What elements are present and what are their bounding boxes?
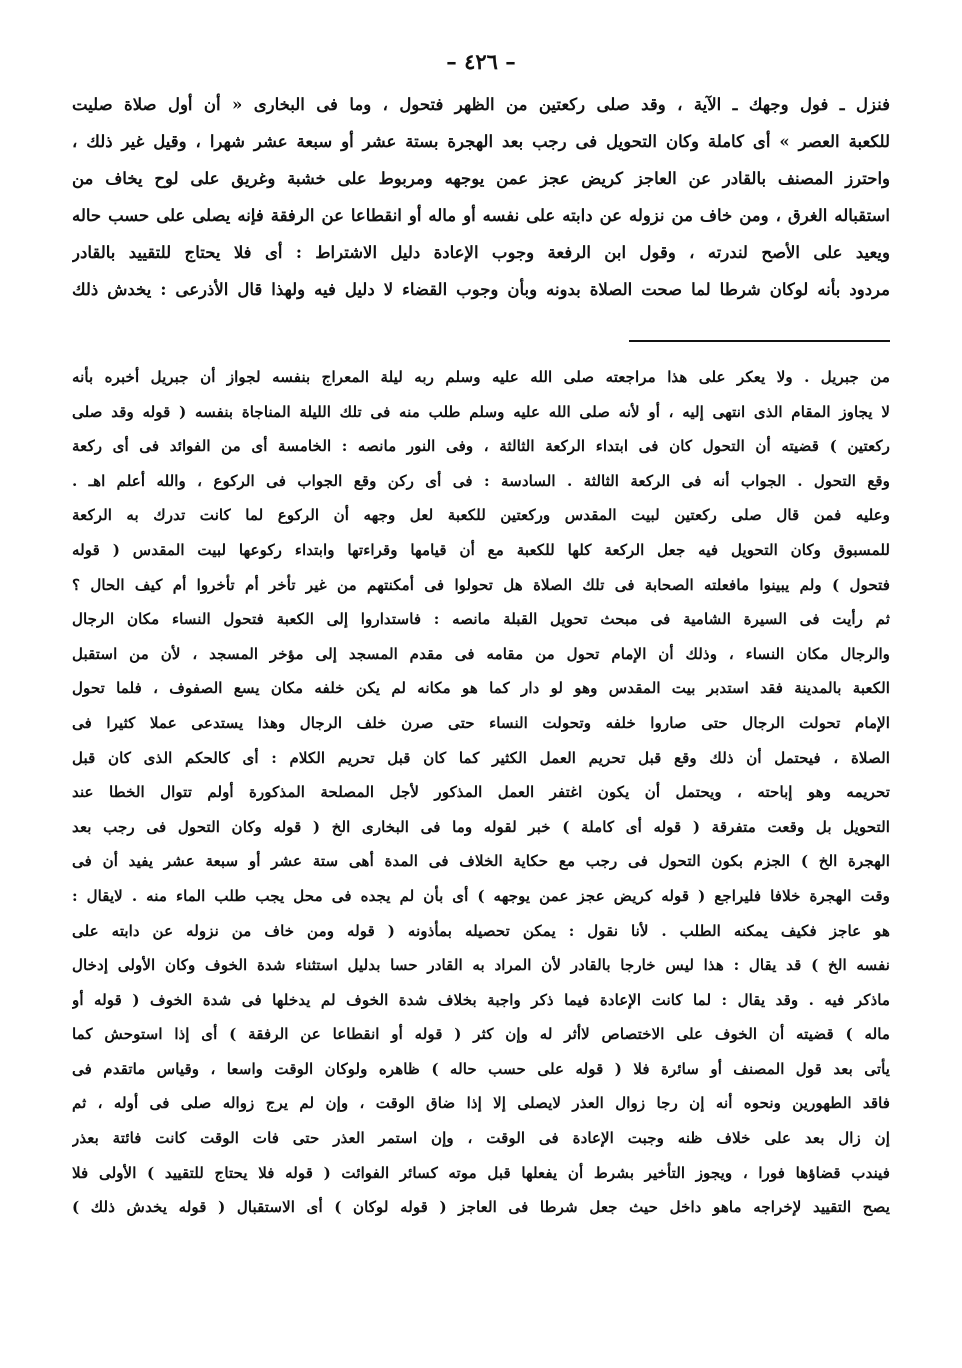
commentary-line: وقع التحول . الجواب أنه فى الركعة الثالثة . السادسة : فى أى ركن وقع الجواب فى الركوع ، والله أعلم اهـ . (72, 471, 890, 490)
commentary-line: فاقد الطهورين ونحوه أنه إن رجا زوال العذر لايصلى إلا إذا ضاق الوقت ، وإن لم يرج زواله صلى فى أوله ، ثم (72, 1094, 890, 1113)
commentary-text-block (72, 360, 890, 1225)
commentary-line: الكعبة بالمدينة فقد استدبر بيت المقدس وهو لو دار كما هو مكانه لم يكن خلفه مكان يسع الصفوف ، فلما تحول (72, 679, 890, 698)
commentary-line: للمسبوق وكان التحويل فيه جعل الركعة كلها للكعبة مع أن قيامها وقراءتها وابتداء ركوعها لبيت المقدس ( قوله (72, 540, 890, 559)
commentary-line: إن زال بعد على خلاف ظنه وجبت الإعادة فى الوقت ، وإن استمر العذر حتى فات الوقت كانت فائتة بعذر (72, 1129, 890, 1148)
page-number: – ٤٢٦ – (446, 49, 516, 74)
commentary-line: الهجرة الخ ) الجزم بكون التحول فى رجب مع حكاية الخلاف فى المدة أهى ستة عشر أو سبعة عشر يفيد أن فى (72, 852, 890, 871)
main-text-line: واحترز المصنف بالقادر عن العاجز كريض عجز عمن يوجهه ومربوط على خشبة وغريق على لوح يخاف من (72, 169, 890, 188)
commentary-line: الإمام تحولت الرجال حتى صاروا خلفه وتحولت النساء حتى صرن خلف الرجال وهذا يستدعى عملا كثيرا فى (72, 713, 890, 732)
main-text-line: للكعبة العصر » أى كاملة وكان التحويل فى رجب بعد الهجرة بستة عشر أو سبعة عشر شهرا ، وقيل غير ذلك ، (72, 132, 890, 151)
commentary-line: الصلاة ، فيحتمل أن ذلك وقع قبل تحريم العمل الكثير كما كان قبل تحريم الكلام : أى كالحكم الذى كان قبل (72, 748, 890, 767)
commentary-line: والرجال مكان النساء ، وذلك أن الإمام تحول من مقامه فى مقدم المسجد إلى مؤخر المسجد ، لأن من استقبل (72, 644, 890, 663)
commentary-line: فتحول ) ولم يبينوا مافعلته الصحابة فى تلك الصلاة هل تحولوا فى أمكنتهم من غير تأخر أم تأخروا أم كيف الحال ؟ (72, 575, 890, 594)
commentary-line: تحريمه وهو إباحته ، ويحتمل أن يكون اغتفر العمل المذكور لأجل المصلحة المذكورة أولم تتوال الخطا عند (72, 783, 890, 802)
commentary-line: وقت الهجرة خلافا فليراجع ( قوله كريض عجز عمن يوجهه ) أى بأن لم يجده فى محل يجب طلب الماء منه . لايقال : (72, 886, 890, 905)
main-text-line: ويعيد على الأصح لندرته ، وقول ابن الرفعة وجوب الإعادة دليل الاشتراط : أى فلا يحتاج للتقييد بالقادر (72, 243, 890, 262)
footnote-separator-rule (629, 340, 890, 342)
main-text-block (72, 86, 890, 308)
commentary-line: ثم رأيت فى السيرة الشامية فى مبحث تحويل القبلة مانصه : فاستداروا إلى الكعبة فتحول النساء مكان الرجال (72, 610, 890, 629)
commentary-line: يأتى بعد قول المصنف أو سائرة فلا ( قوله على حسب حاله ) ظاهره ولوكان الوقت واسعا ، وقياس ماتقدم فى (72, 1059, 890, 1078)
main-text-line: مردود بأنه لوكان شرطا لما صحت الصلاة بدونه وبأن وجوب القضاء لا دليل فيه ولهذا قال الأذرعى : يخدش ذلك (72, 280, 890, 299)
main-text-line: استقباله الغرق ، ومن خاف من نزوله عن دابته على نفسه أو ماله أو انقطاعا عن الرفقة فإنه يصلى على حسب حاله (72, 206, 890, 225)
commentary-line: نفسه الخ ) قد يقال : هذا ليس خارجا بالقادر لأن المراد به القادر حسا بدليل استثناء شدة الخوف وكان الأولى إدخال (72, 956, 890, 975)
main-text-line: فنزل ـ فول وجهك ـ الآية ، وقد صلى ركعتين من الظهر فتحول ، وما فى البخارى « أن أول صلاة صليت (72, 95, 890, 114)
commentary-line: من جبريل . ولا يعكر على هذا مراجعته صلى الله عليه وسلم ربه ليلة المعراج بنفسه لجواز أن جبريل أخبره بأنه (72, 368, 890, 386)
commentary-line: وعليه فمن قال صلى ركعتين لبيت المقدس وركعتين للكعبة لعل وجهه أن الركوع لما كانت تدرك به الركعة (72, 506, 890, 525)
commentary-line: يصح التقييد لإخراجه ماهو داخل حيث جعل شرطا فى العاجز ( قوله لوكان ) أى الاستقبال ( قوله يخدش ذلك ) (72, 1198, 890, 1217)
commentary-line: ركعتين ) قضيته أن التحول كان فى ابتداء الركعة الثالثة ، وفى النور مانصه : الخامسة أى من الفوائد فى أى ركعة (72, 437, 890, 456)
commentary-line: ماذكر فيه . وقد يقال : لما كانت الإعادة فيما ذكر واجبة بخلاف شدة الخوف لم يدخلها فى شدة الخوف ( قوله أو (72, 990, 890, 1009)
commentary-line: لا يجاوز المقام الذى انتهى إليه ، أو لأنه صلى الله عليه وسلم طلب منه فى تلك الليلة المناجاة بنفسه ( قوله وقد صلى (72, 402, 890, 421)
commentary-line: ماله ) قضيته أن الخوف على الاختصاص لاأثر له وإن كثر ( قوله أو انقطاعا عن الرفقة ) أى إذا استوحش كما (72, 1025, 890, 1044)
commentary-line: هو عاجز فكيف يمكنه الطلب . لأنا نقول : يمكن تحصيله بمأذونه ( قوله ومن خاف من نزوله عن دابته على (72, 921, 890, 940)
commentary-line: التحويل بل وقعت متفرقة ( قوله أى كاملة ) خبر لقوله وما فى البخارى الخ ( قوله وكان التحول فى رجب بعد (72, 817, 890, 836)
commentary-line: فيندب قضاؤها فورا ، ويجوز التأخير بشرط أن يفعلها قبل موته كسائر الفوائت ( قوله فلا يحتاج للتقييد ) الأولى فلا (72, 1163, 890, 1182)
